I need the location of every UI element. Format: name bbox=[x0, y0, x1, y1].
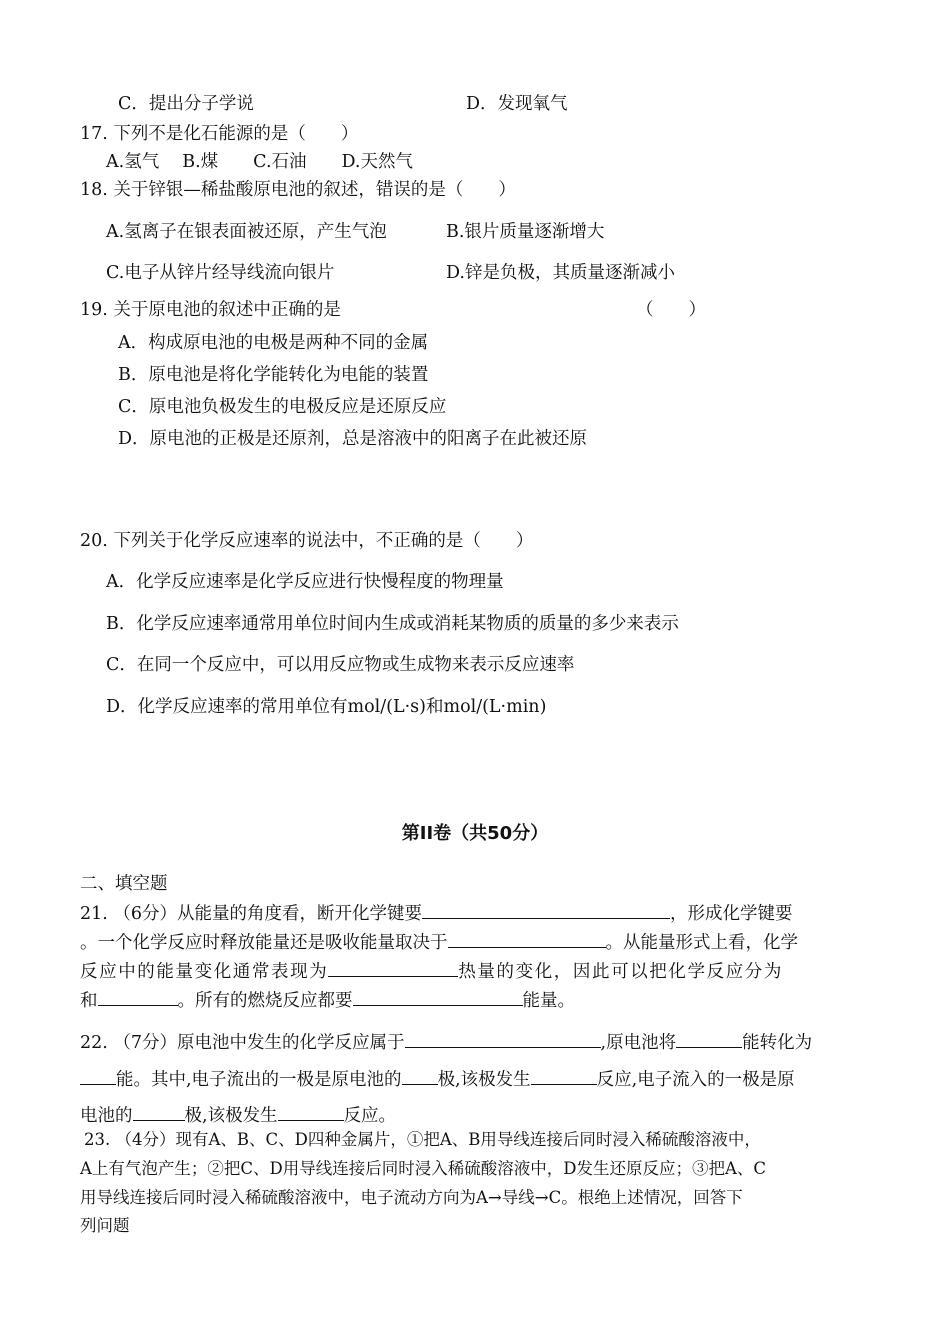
q21-text-2a: 。一个化学反应时释放能量还是吸收能量取决于 bbox=[80, 933, 448, 953]
q22-line-1 bbox=[80, 1029, 812, 1055]
q22-line-3 bbox=[80, 1102, 396, 1128]
q20-option-d: D．化学反应速率的常用单位有mol/(L·s)和mol/(L·min) bbox=[106, 697, 547, 717]
q22-line-2 bbox=[80, 1066, 795, 1092]
q21-line-1 bbox=[80, 900, 793, 926]
q21-text-4c: 能量。 bbox=[522, 991, 575, 1011]
q22-blank-5[interactable] bbox=[531, 1066, 597, 1085]
q23-line-2: A上有气泡产生；②把C、D用导线连接后同时浸入稀硫酸溶液中，D发生还原反应；③把A、C bbox=[80, 1159, 767, 1178]
q17-options: A.氢气 B.煤 C.石油 D.天然气 bbox=[106, 152, 413, 172]
q19-option-b: B．原电池是将化学能转化为电能的装置 bbox=[118, 365, 429, 385]
q23-line-1: 23. （4分）现有A、B、C、D四种金属片，①把A、B用导线连接后同时浸入稀硫酸溶液中， bbox=[84, 1130, 761, 1149]
q21-line-4 bbox=[80, 987, 575, 1013]
q16-option-c: C．提出分子学说 bbox=[118, 94, 254, 114]
q20-option-c: C．在同一个反应中，可以用反应物或生成物来表示反应速率 bbox=[106, 655, 575, 675]
q22-blank-4[interactable] bbox=[402, 1066, 438, 1085]
q19-option-d: D．原电池的正极是还原剂，总是溶液中的阳离子在此被还原 bbox=[118, 429, 588, 449]
q21-line-2 bbox=[80, 929, 798, 955]
q21-blank-1[interactable] bbox=[422, 900, 670, 919]
q23-line-3: 用导线连接后同时浸入稀硫酸溶液中，电子流动方向为A→导线→C。根绝上述情况，回答下 bbox=[80, 1188, 743, 1207]
q21-text-2b: 。从能量形式上看，化学 bbox=[605, 933, 798, 953]
q23-line-4: 列问题 bbox=[80, 1216, 130, 1235]
q22-text-1b: ,原电池将 bbox=[600, 1033, 677, 1053]
q22-text-3c: 反应。 bbox=[343, 1106, 397, 1126]
q22-blank-6[interactable] bbox=[133, 1102, 185, 1121]
q22-text-1c: 能转化为 bbox=[742, 1033, 813, 1053]
q18-option-d: D.锌是负极，其质量逐渐减小 bbox=[446, 263, 675, 283]
q16-option-d: D．发现氧气 bbox=[466, 94, 568, 114]
q20-option-b: B．化学反应速率通常用单位时间内生成或消耗某物质的质量的多少来表示 bbox=[106, 614, 679, 634]
q20-stem: 20. 下列关于化学反应速率的说法中，不正确的是（ ） bbox=[80, 531, 534, 551]
q17-stem: 17. 下列不是化石能源的是（ ） bbox=[80, 124, 359, 144]
q21-blank-4[interactable] bbox=[98, 987, 178, 1006]
q22-blank-3[interactable] bbox=[80, 1066, 116, 1085]
q21-text-3b: 热量的变化，因此可以把化学反应分为 bbox=[458, 962, 784, 982]
q19-stem: 19. 关于原电池的叙述中正确的是 bbox=[80, 300, 341, 320]
q18-option-c: C.电子从锌片经导线流向银片 bbox=[106, 263, 335, 283]
q21-blank-2[interactable] bbox=[448, 929, 606, 948]
q18-option-a: A.氢离子在银表面被还原，产生气泡 bbox=[106, 222, 387, 242]
q22-text-3b: 极,该极发生 bbox=[184, 1106, 278, 1126]
q22-blank-7[interactable] bbox=[278, 1102, 344, 1121]
q22-text-3a: 电池的 bbox=[80, 1106, 133, 1126]
q18-option-b: B.银片质量逐渐增大 bbox=[446, 222, 605, 242]
q21-text-4b: 。所有的燃烧反应都要 bbox=[177, 991, 353, 1011]
q22-text-2b: 极,该极发生 bbox=[437, 1070, 531, 1090]
q22-text-2c: 反应,电子流入的一极是原 bbox=[596, 1070, 795, 1090]
q21-line-3 bbox=[80, 958, 783, 984]
q20-option-a: A．化学反应速率是化学反应进行快慢程度的物理量 bbox=[106, 572, 504, 592]
q22-text-2a: 能。其中,电子流出的一极是原电池的 bbox=[116, 1070, 402, 1090]
q22-blank-2[interactable] bbox=[676, 1029, 742, 1048]
q21-text-1a: 21. （6分）从能量的角度看，断开化学键要 bbox=[80, 904, 423, 924]
q19-option-a: A．构成原电池的电极是两种不同的金属 bbox=[118, 333, 429, 353]
q22-blank-1[interactable] bbox=[405, 1029, 601, 1048]
q22-text-1a: 22. （7分）原电池中发生的化学反应属于 bbox=[80, 1033, 405, 1053]
q21-text-1b: ，形成化学键要 bbox=[670, 904, 793, 924]
q19-answer-paren: （ ） bbox=[636, 300, 706, 320]
section-fill-in-title: 二、填空题 bbox=[80, 874, 168, 894]
part2-title: 第II卷（共50分） bbox=[401, 823, 549, 844]
q21-text-3a: 反应中的能量变化通常表现为 bbox=[80, 962, 329, 982]
q21-blank-5[interactable] bbox=[353, 987, 523, 1006]
q21-text-4a: 和 bbox=[80, 991, 98, 1011]
q21-blank-3[interactable] bbox=[328, 958, 458, 977]
q19-option-c: C．原电池负极发生的电极反应是还原反应 bbox=[118, 397, 447, 417]
q18-stem: 18. 关于锌银—稀盐酸原电池的叙述，错误的是（ ） bbox=[80, 180, 516, 200]
